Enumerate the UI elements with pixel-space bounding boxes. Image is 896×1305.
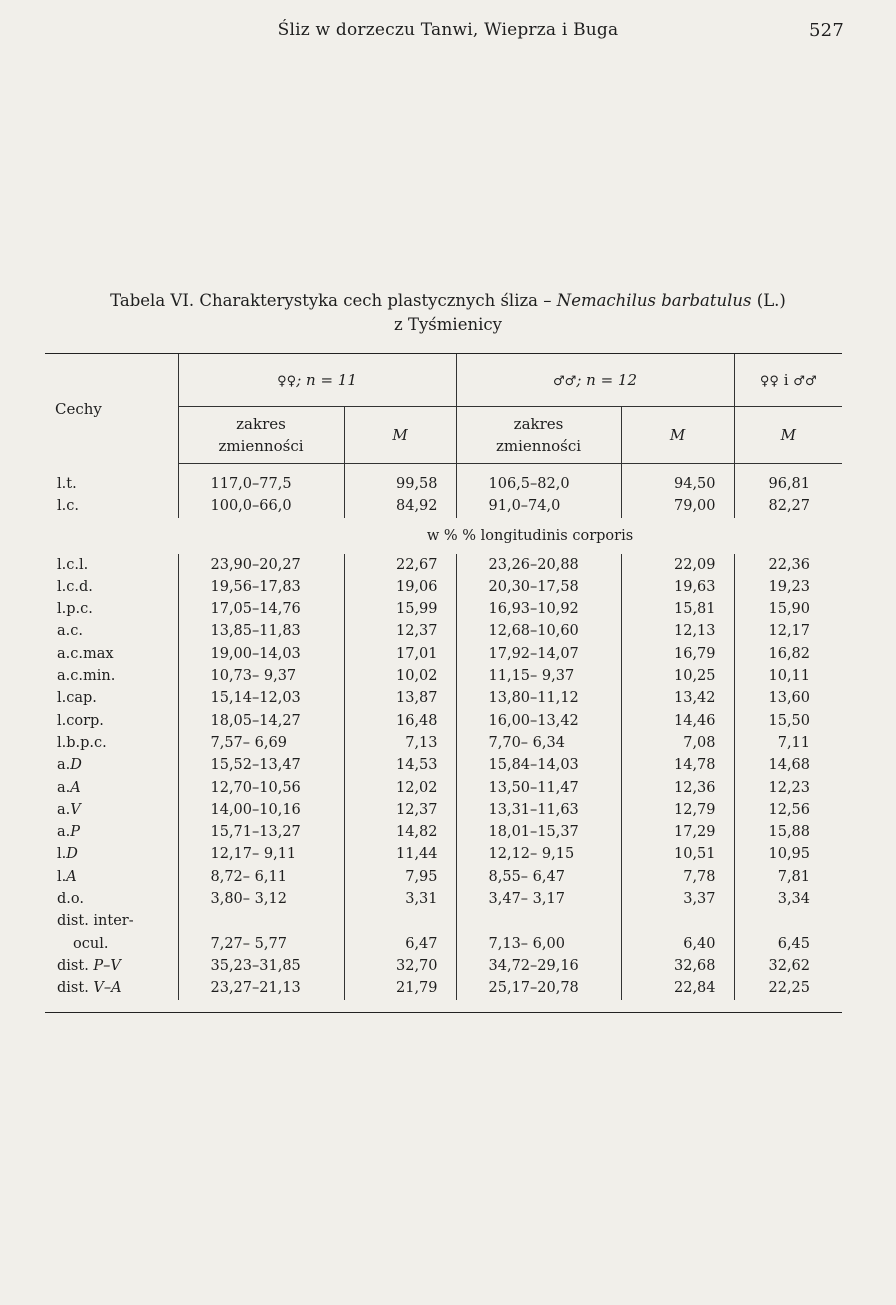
table-cell: 11,15– 9,37: [456, 665, 621, 687]
table-cell: 8,72– 6,11: [178, 866, 344, 888]
text-fragment: zakres: [513, 415, 564, 433]
table-cell: 7,11: [734, 732, 842, 754]
table-cell: 15,14–12,03: [178, 687, 344, 709]
table-cell: 7,13– 6,00: [456, 933, 621, 955]
table-row: [45, 866, 842, 888]
table-cell: 15,81: [621, 598, 734, 620]
table-cell: [45, 518, 178, 554]
label-fragment: D: [66, 846, 78, 863]
table-cell: [45, 955, 178, 977]
table-cell: 17,29: [621, 821, 734, 843]
table-cell: 13,31–11,63: [456, 799, 621, 821]
header-male-mean: M: [621, 407, 734, 464]
caption-line-1: [40, 289, 856, 313]
header-female-mean: M: [344, 407, 456, 464]
data-table-wrapper: [45, 353, 842, 1013]
table-cell: [344, 910, 456, 932]
table-row: [45, 910, 842, 932]
text-fragment: i: [778, 371, 794, 389]
label-fragment: A: [70, 779, 81, 796]
table-cell: l.cap.: [57, 690, 97, 707]
label-fragment: l.: [57, 846, 67, 863]
label-fragment: a.: [57, 824, 71, 841]
table-cell: 7,81: [734, 866, 842, 888]
table-cell: [45, 821, 178, 843]
table-cell: [178, 910, 344, 932]
table-cell: 19,56–17,83: [178, 576, 344, 598]
table-cell: 99,58: [344, 464, 456, 496]
table-cell: 11,44: [344, 843, 456, 865]
caption-line-2: z Tyśmienicy: [394, 315, 502, 334]
label-fragment: a.: [57, 779, 71, 796]
table-cell: 7,57– 6,69: [178, 732, 344, 754]
table-cell: 14,46: [621, 710, 734, 732]
table-cell: 3,34: [734, 888, 842, 910]
table-row: [45, 576, 842, 598]
header-females: [178, 354, 456, 407]
table-cell: 23,27–21,13: [178, 977, 344, 999]
table-cell: 15,71–13,27: [178, 821, 344, 843]
table-row: [45, 777, 842, 799]
table-row: [45, 687, 842, 709]
table-row: [45, 643, 842, 665]
table-cell: 15,84–14,03: [456, 754, 621, 776]
table-cell: 84,92: [344, 495, 456, 517]
label-fragment: A: [66, 868, 77, 885]
table-cell: l.c.d.: [57, 578, 93, 595]
caption-suffix: (L.): [751, 291, 786, 310]
table-cell: a.c.: [57, 623, 83, 640]
table-row: [45, 598, 842, 620]
table-cell: 16,79: [621, 643, 734, 665]
table-cell: 32,68: [621, 955, 734, 977]
table-cell: 22,84: [621, 977, 734, 999]
table-cell: 19,23: [734, 576, 842, 598]
text-fragment: ♀♀: [759, 374, 779, 389]
table-cell: l.t.: [57, 475, 77, 492]
table-row: [45, 620, 842, 642]
text-fragment: zakres: [236, 415, 286, 433]
table-cell: 25,17–20,78: [456, 977, 621, 999]
table-cell: 7,08: [621, 732, 734, 754]
table-cell: 8,55– 6,47: [456, 866, 621, 888]
header-cechy: Cechy: [55, 399, 102, 418]
table-cell: 17,92–14,07: [456, 643, 621, 665]
table-cell: 12,23: [734, 777, 842, 799]
table-cell: 32,62: [734, 955, 842, 977]
label-fragment: P: [70, 824, 81, 841]
table-cell: 3,37: [621, 888, 734, 910]
header-males: [456, 354, 734, 407]
table-cell: [45, 866, 178, 888]
table-cell: 7,78: [621, 866, 734, 888]
caption-prefix: Tabela VI. Charakterystyka cech plastycznych śliza –: [110, 291, 557, 310]
table-cell: 10,02: [344, 665, 456, 687]
table-row: [45, 754, 842, 776]
table-cell: a.c.max: [57, 645, 114, 662]
table-cell: 10,25: [621, 665, 734, 687]
label-fragment: a.: [57, 757, 71, 774]
table-cell: 10,11: [734, 665, 842, 687]
table-row: [45, 710, 842, 732]
table-cell: 16,93–10,92: [456, 598, 621, 620]
table-cell: a.c.min.: [57, 668, 116, 685]
table-cell: 15,52–13,47: [178, 754, 344, 776]
table-cell: 7,95: [344, 866, 456, 888]
table-cell: 16,00–13,42: [456, 710, 621, 732]
label-fragment: P–V: [93, 957, 121, 974]
label-fragment: V–A: [93, 980, 122, 997]
table-cell: 20,30–17,58: [456, 576, 621, 598]
table-cell: 6,47: [344, 933, 456, 955]
text-fragment: zmienności: [218, 437, 304, 455]
label-fragment: dist.: [57, 957, 94, 974]
table-row: [45, 977, 842, 999]
table-cell: 13,80–11,12: [456, 687, 621, 709]
table-cell: l.b.p.c.: [57, 734, 107, 751]
table-cell: 16,82: [734, 643, 842, 665]
table-cell: 82,27: [734, 495, 842, 517]
table-row: [45, 554, 842, 576]
running-title: Śliz w dorzeczu Tanwi, Wieprza i Buga: [277, 20, 619, 40]
table-cell: 22,36: [734, 554, 842, 576]
table-cell: 21,79: [344, 977, 456, 999]
table-cell: 34,72–29,16: [456, 955, 621, 977]
table-cell: 12,56: [734, 799, 842, 821]
table-cell: 100,0–66,0: [178, 495, 344, 517]
table-cell: [456, 910, 621, 932]
table-cell: [45, 754, 178, 776]
label-fragment: dist.: [57, 980, 94, 997]
table-cell: 15,99: [344, 598, 456, 620]
table-row: [45, 888, 842, 910]
table-cell: 12,17: [734, 620, 842, 642]
table-cell: [45, 777, 178, 799]
page-number: 527: [809, 20, 844, 41]
table-cell: 19,00–14,03: [178, 643, 344, 665]
running-head: [0, 20, 896, 44]
table-cell: 15,90: [734, 598, 842, 620]
table-cell: 7,70– 6,34: [456, 732, 621, 754]
table-cell: 18,05–14,27: [178, 710, 344, 732]
table-cell: 18,01–15,37: [456, 821, 621, 843]
table-cell: [45, 843, 178, 865]
table-cell: 32,70: [344, 955, 456, 977]
text-fragment: ♀♀: [277, 374, 297, 389]
table-cell: 23,90–20,27: [178, 554, 344, 576]
table-cell: 22,09: [621, 554, 734, 576]
table-cell: 35,23–31,85: [178, 955, 344, 977]
table-cell: 12,68–10,60: [456, 620, 621, 642]
text-fragment: zmienności: [495, 437, 582, 455]
table-cell: 12,36: [621, 777, 734, 799]
table-cell: 106,5–82,0: [456, 464, 621, 496]
table-cell: 96,81: [734, 464, 842, 496]
table-caption: [40, 289, 856, 337]
table-cell: 12,12– 9,15: [456, 843, 621, 865]
table-cell: 13,85–11,83: [178, 620, 344, 642]
header-female-range: [178, 407, 344, 464]
table-cell: 13,60: [734, 687, 842, 709]
table-cell: l.c.l.: [57, 556, 89, 573]
text-fragment: ♂♂: [793, 374, 817, 389]
section-label: w % % longitudinis corporis: [426, 527, 634, 544]
header-male-range: [456, 407, 621, 464]
table-cell: [621, 910, 734, 932]
text-fragment: ; n = 12: [576, 371, 638, 389]
table-cell: 14,00–10,16: [178, 799, 344, 821]
table-cell: 23,26–20,88: [456, 554, 621, 576]
table-cell: [734, 910, 842, 932]
table-cell: 79,00: [621, 495, 734, 517]
table-cell: [45, 977, 178, 999]
table-cell: 12,37: [344, 620, 456, 642]
table-cell: l.corp.: [57, 712, 104, 729]
table-cell: 10,51: [621, 843, 734, 865]
table-cell: 12,70–10,56: [178, 777, 344, 799]
label-fragment: D: [70, 757, 82, 774]
table-cell: 14,82: [344, 821, 456, 843]
table-cell: 6,40: [621, 933, 734, 955]
table-row: [45, 495, 842, 517]
table-row: [45, 955, 842, 977]
table-cell: 6,45: [734, 933, 842, 955]
table-cell: 15,50: [734, 710, 842, 732]
label-fragment: V: [70, 801, 81, 818]
table-cell: 94,50: [621, 464, 734, 496]
section-row: [45, 518, 842, 554]
table-cell: [45, 799, 178, 821]
table-row: [45, 464, 842, 496]
table-cell: 117,0–77,5: [178, 464, 344, 496]
table-cell: 13,87: [344, 687, 456, 709]
table-cell: 14,78: [621, 754, 734, 776]
table-cell: 14,68: [734, 754, 842, 776]
table-cell: 14,53: [344, 754, 456, 776]
table-cell: 91,0–74,0: [456, 495, 621, 517]
table-cell: ocul.: [73, 935, 109, 952]
data-table: [45, 354, 842, 1000]
table-cell: 12,79: [621, 799, 734, 821]
table-row: [45, 843, 842, 865]
table-cell: 12,17– 9,11: [178, 843, 344, 865]
text-fragment: ; n = 11: [296, 371, 357, 389]
table-cell: 16,48: [344, 710, 456, 732]
table-cell: 13,42: [621, 687, 734, 709]
header-total-mean: M: [734, 407, 842, 464]
table-cell: l.c.: [57, 498, 79, 515]
table-cell: 12,37: [344, 799, 456, 821]
table-cell: 3,31: [344, 888, 456, 910]
table-cell: 10,95: [734, 843, 842, 865]
table-cell: l.p.c.: [57, 601, 93, 618]
header-both: [734, 354, 842, 407]
table-cell: 3,80– 3,12: [178, 888, 344, 910]
table-row: [45, 665, 842, 687]
table-cell: 7,27– 5,77: [178, 933, 344, 955]
table-row: [45, 732, 842, 754]
label-fragment: l.: [57, 868, 67, 885]
table-cell: 13,50–11,47: [456, 777, 621, 799]
table-cell: 19,63: [621, 576, 734, 598]
text-fragment: ♂♂: [553, 374, 577, 389]
table-row: [45, 821, 842, 843]
table-cell: d.o.: [57, 891, 84, 908]
table-cell: 19,06: [344, 576, 456, 598]
table-cell: 22,25: [734, 977, 842, 999]
table-cell: 15,88: [734, 821, 842, 843]
table-cell: 22,67: [344, 554, 456, 576]
table-cell: dist. inter-: [57, 913, 134, 930]
table-row: [45, 933, 842, 955]
table-cell: 17,01: [344, 643, 456, 665]
table-cell: 12,13: [621, 620, 734, 642]
table-cell: 10,73– 9,37: [178, 665, 344, 687]
caption-species: Nemachilus barbatulus: [556, 291, 752, 310]
table-cell: 7,13: [344, 732, 456, 754]
table-cell: 17,05–14,76: [178, 598, 344, 620]
label-fragment: a.: [57, 801, 71, 818]
table-row: [45, 799, 842, 821]
table-cell: 3,47– 3,17: [456, 888, 621, 910]
table-cell: 12,02: [344, 777, 456, 799]
